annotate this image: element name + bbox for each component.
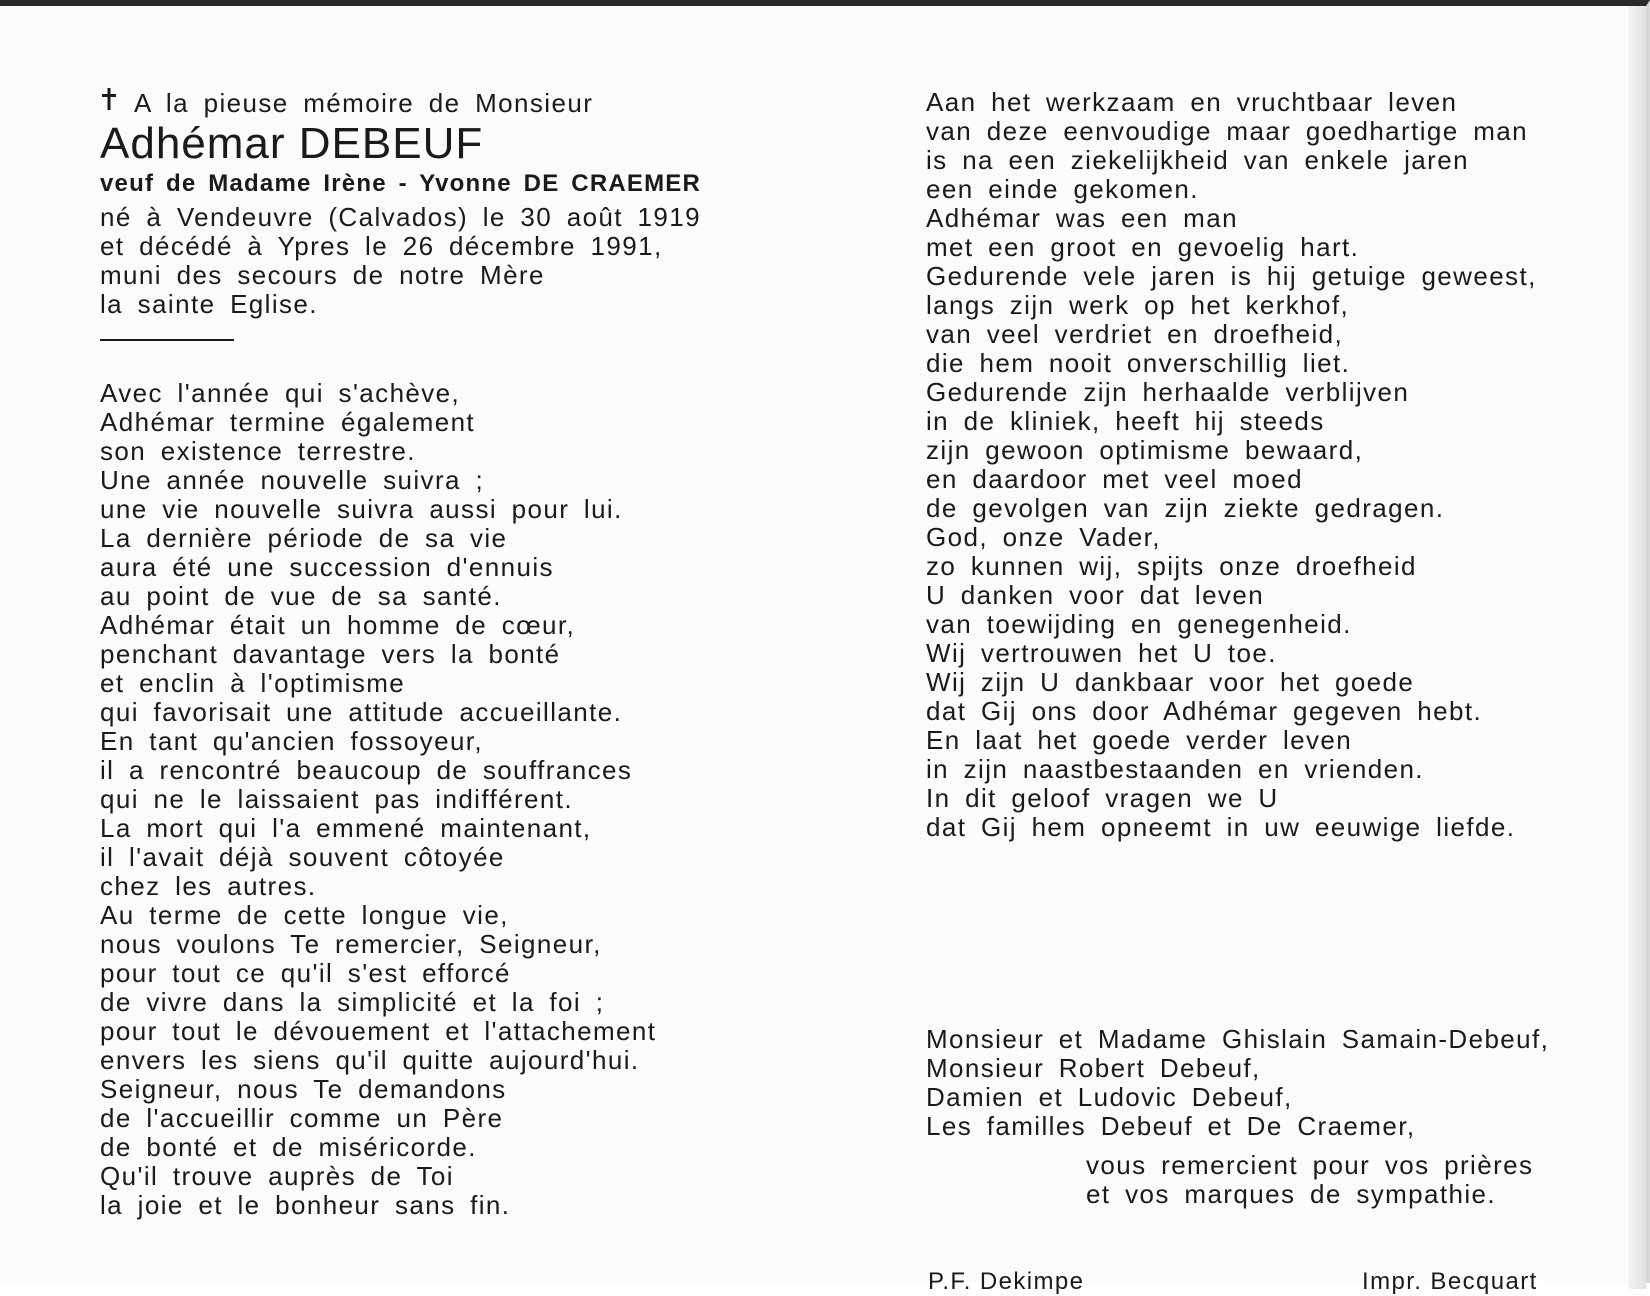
poem-line: qui favorisait une attitude accueillante. [100, 697, 623, 727]
poem-line: pour tout le dévouement et l'attachement [100, 1016, 657, 1046]
birth-death-line: né à Vendeuvre (Calvados) le 30 août 1919 [100, 202, 701, 232]
poem-line: et enclin à l'optimisme [100, 668, 406, 698]
thanks-line: vous remercient pour vos prières [1086, 1150, 1534, 1180]
latin-cross-icon [100, 86, 122, 119]
poem-line: dat Gij hem opneemt in uw eeuwige liefde. [926, 812, 1516, 842]
memorial-line [100, 86, 800, 119]
dutch-poem [926, 88, 1606, 842]
poem-line: envers les siens qu'il quitte aujourd'hui. [100, 1045, 640, 1075]
poem-line: en daardoor met veel moed [926, 464, 1303, 494]
poem-line: In dit geloof vragen we U [926, 783, 1279, 813]
poem-line: de l'accueillir comme un Père [100, 1103, 504, 1133]
memorial-text: A la pieuse mémoire de Monsieur [134, 88, 594, 118]
printer-credit: Impr. Becquart [1362, 1268, 1538, 1295]
poem-line: la joie et le bonheur sans fin. [100, 1190, 511, 1220]
poem-line: nous voulons Te remercier, Seigneur, [100, 929, 602, 959]
poem-line: qui ne le laissaient pas indifférent. [100, 784, 574, 814]
poem-line: Aan het werkzaam en vruchtbaar leven [926, 87, 1458, 117]
poem-line: En laat het goede verder leven [926, 725, 1353, 755]
poem-line: Adhémar était un homme de cœur, [100, 610, 576, 640]
poem-line: in de kliniek, heeft hij steeds [926, 406, 1325, 436]
poem-line: Adhémar was een man [926, 203, 1238, 233]
poem-line: in zijn naastbestaanden en vrienden. [926, 754, 1424, 784]
french-poem [100, 379, 800, 1220]
poem-line: Au terme de cette longue vie, [100, 900, 509, 930]
poem-line: chez les autres. [100, 871, 317, 901]
family-line: Monsieur et Madame Ghislain Samain-Debeuf, [926, 1024, 1550, 1054]
birth-death-line: la sainte Eglise. [100, 289, 318, 319]
poem-line: van veel verdriet en droefheid, [926, 319, 1344, 349]
poem-line: de vivre dans la simplicité et la foi ; [100, 987, 605, 1017]
poem-line: il l'avait déjà souvent côtoyée [100, 842, 505, 872]
poem-line: die hem nooit onverschillig liet. [926, 348, 1351, 378]
poem-line: Wij vertrouwen het U toe. [926, 638, 1277, 668]
poem-line: aura été une succession d'ennuis [100, 552, 554, 582]
birth-death-line: et décédé à Ypres le 26 décembre 1991, [100, 231, 663, 261]
poem-line: langs zijn werk op het kerkhof, [926, 290, 1350, 320]
poem-line: Qu'il trouve auprès de Toi [100, 1161, 454, 1191]
poem-line: met een groot en gevoelig hart. [926, 232, 1360, 262]
poem-line: de bonté et de miséricorde. [100, 1132, 477, 1162]
poem-line: de gevolgen van zijn ziekte gedragen. [926, 493, 1445, 523]
poem-line: une vie nouvelle suivra aussi pour lui. [100, 494, 623, 524]
poem-line: Gedurende zijn herhaalde verblijven [926, 377, 1410, 407]
poem-line: een einde gekomen. [926, 174, 1199, 204]
thanks-block [926, 1151, 1606, 1209]
poem-line: La dernière période de sa vie [100, 523, 508, 553]
poem-line: Wij zijn U dankbaar voor het goede [926, 667, 1415, 697]
family-line: Damien et Ludovic Debeuf, [926, 1082, 1293, 1112]
spacer [926, 842, 1606, 1025]
birth-death-block [100, 203, 800, 319]
widower-line: veuf de Madame Irène - Yvonne DE CRAEMER [100, 170, 702, 197]
poem-line: U danken voor dat leven [926, 580, 1265, 610]
family-line: Monsieur Robert Debeuf, [926, 1053, 1261, 1083]
deceased-name: Adhémar DEBEUF [100, 119, 484, 168]
right-column [926, 88, 1606, 1209]
poem-line: son existence terrestre. [100, 436, 416, 466]
poem-line: penchant davantage vers la bonté [100, 639, 561, 669]
thanks-line: et vos marques de sympathie. [1086, 1179, 1497, 1209]
poem-line: Seigneur, nous Te demandons [100, 1074, 507, 1104]
poem-line: Une année nouvelle suivra ; [100, 465, 485, 495]
poem-line: is na een ziekelijkheid van enkele jaren [926, 145, 1469, 175]
poem-line: il a rencontré beaucoup de souffrances [100, 755, 633, 785]
divider-rule [100, 339, 234, 341]
poem-line: dat Gij ons door Adhémar gegeven hebt. [926, 696, 1483, 726]
card-edge-shadow [1628, 6, 1646, 1289]
birth-death-line: muni des secours de notre Mère [100, 260, 545, 290]
funeral-director: P.F. Dekimpe [928, 1268, 1085, 1295]
poem-line: God, onze Vader, [926, 522, 1161, 552]
poem-line: Avec l'année qui s'achève, [100, 378, 461, 408]
poem-line: zijn gewoon optimisme bewaard, [926, 435, 1364, 465]
poem-line: van deze eenvoudige maar goedhartige man [926, 116, 1529, 146]
poem-line: Gedurende vele jaren is hij getuige geweest, [926, 261, 1537, 291]
family-block [926, 1025, 1606, 1141]
left-column [100, 86, 800, 1220]
poem-line: pour tout ce qu'il s'est efforcé [100, 958, 511, 988]
poem-line: En tant qu'ancien fossoyeur, [100, 726, 484, 756]
poem-line: zo kunnen wij, spijts onze droefheid [926, 551, 1417, 581]
poem-line: au point de vue de sa santé. [100, 581, 502, 611]
poem-line: van toewijding en genegenheid. [926, 609, 1352, 639]
poem-line: La mort qui l'a emmené maintenant, [100, 813, 592, 843]
family-line: Les familles Debeuf et De Craemer, [926, 1111, 1416, 1141]
poem-line: Adhémar termine également [100, 407, 476, 437]
